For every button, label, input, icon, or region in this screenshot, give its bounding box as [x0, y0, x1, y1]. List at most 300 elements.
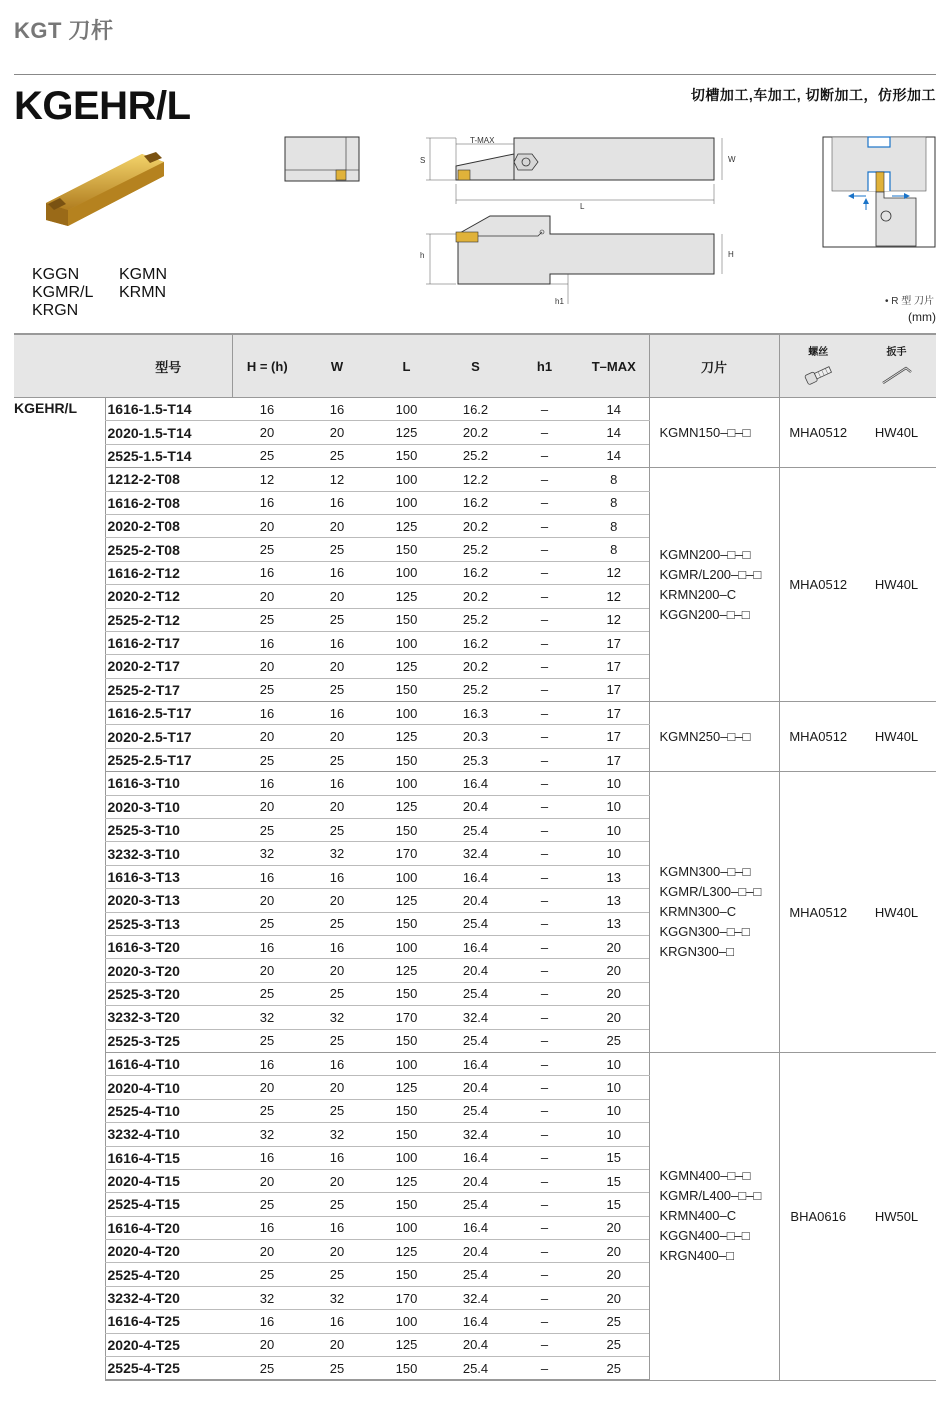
hex-wrench-icon: [880, 362, 914, 386]
insert-code: KGGN400–□–□: [659, 1228, 750, 1244]
application-subtitle: 切槽加工,车加工, 切断加工，仿形加工: [690, 87, 936, 103]
cell-h1: –: [510, 585, 579, 608]
cell-tmax: 25: [579, 1357, 649, 1381]
cell-S: 16.4: [441, 1310, 510, 1333]
cell-L: 125: [372, 421, 441, 444]
cell-model: 2020-2-T12: [105, 585, 232, 608]
insert-code: KGMN250–□–□: [659, 728, 751, 744]
cell-L: 150: [372, 912, 441, 935]
cell-h1: –: [510, 842, 579, 865]
cell-H: 16: [232, 561, 302, 584]
cell-h1: –: [510, 1357, 579, 1381]
screw-code: MHA0512: [779, 702, 857, 772]
cell-L: 100: [372, 702, 441, 725]
cell-L: 125: [372, 1333, 441, 1356]
wrench-code: HW40L: [857, 468, 936, 702]
cell-L: 150: [372, 1263, 441, 1286]
cell-S: 20.2: [441, 585, 510, 608]
cell-model: 1616-4-T15: [105, 1146, 232, 1169]
cell-W: 25: [302, 912, 372, 935]
cell-model: 2020-3-T10: [105, 795, 232, 818]
cell-model: 1616-1.5-T14: [105, 398, 232, 421]
cell-H: 20: [232, 1240, 302, 1263]
cell-S: 16.4: [441, 865, 510, 888]
dim-tmax-label: T-MAX: [470, 136, 495, 145]
cell-W: 20: [302, 725, 372, 748]
cell-H: 25: [232, 538, 302, 561]
side-view-drawing: [418, 212, 744, 312]
cell-W: 32: [302, 1006, 372, 1029]
cell-tmax: 17: [579, 631, 649, 654]
cell-tmax: 25: [579, 1310, 649, 1333]
unit-note: (mm): [908, 310, 936, 324]
cell-model: 2020-4-T20: [105, 1240, 232, 1263]
cell-W: 20: [302, 1076, 372, 1099]
cell-h1: –: [510, 1286, 579, 1309]
cell-H: 20: [232, 514, 302, 537]
cell-tmax: 15: [579, 1193, 649, 1216]
cell-h1: –: [510, 959, 579, 982]
insert-code: KRMN200–C: [659, 586, 737, 602]
cell-H: 16: [232, 631, 302, 654]
cell-W: 16: [302, 772, 372, 795]
cell-tmax: 8: [579, 468, 649, 491]
cell-model: 1616-3-T10: [105, 772, 232, 795]
cell-H: 16: [232, 398, 302, 421]
end-view-drawing: [284, 136, 362, 184]
cell-model: 1616-4-T20: [105, 1216, 232, 1239]
cell-tmax: 17: [579, 725, 649, 748]
cell-H: 20: [232, 1076, 302, 1099]
page-title: KGEHR/L: [14, 84, 191, 128]
cell-tmax: 8: [579, 514, 649, 537]
cell-model: 2525-2-T12: [105, 608, 232, 631]
cell-tmax: 20: [579, 1263, 649, 1286]
cell-L: 150: [372, 1029, 441, 1052]
cell-tmax: 20: [579, 1216, 649, 1239]
insert-list: [649, 468, 779, 702]
cell-H: 16: [232, 772, 302, 795]
cell-model: 1616-4-T10: [105, 1052, 232, 1075]
cell-S: 25.3: [441, 748, 510, 771]
dim-l-label: L: [580, 202, 585, 211]
cell-h1: –: [510, 935, 579, 958]
cell-W: 20: [302, 585, 372, 608]
cell-S: 25.4: [441, 1099, 510, 1122]
cell-model: 2020-1.5-T14: [105, 421, 232, 444]
cell-tmax: 10: [579, 842, 649, 865]
cell-model: 1616-3-T20: [105, 935, 232, 958]
cell-L: 100: [372, 1052, 441, 1075]
cell-H: 20: [232, 1333, 302, 1356]
cell-L: 150: [372, 444, 441, 467]
insert-list: [649, 702, 779, 772]
cell-L: 125: [372, 585, 441, 608]
insert-list: [649, 398, 779, 468]
cell-S: 16.2: [441, 631, 510, 654]
cell-H: 16: [232, 702, 302, 725]
col-insert: 刀片: [649, 334, 779, 398]
cell-W: 16: [302, 702, 372, 725]
dim-s-label: S: [420, 156, 426, 165]
cell-S: 25.4: [441, 1193, 510, 1216]
cell-model: 2525-3-T10: [105, 819, 232, 842]
cell-tmax: 17: [579, 702, 649, 725]
cell-model: 2525-4-T20: [105, 1263, 232, 1286]
cell-tmax: 15: [579, 1146, 649, 1169]
cell-H: 32: [232, 1123, 302, 1146]
cell-h1: –: [510, 1052, 579, 1075]
cell-tmax: 12: [579, 561, 649, 584]
cell-h1: –: [510, 725, 579, 748]
cell-L: 100: [372, 865, 441, 888]
cell-H: 20: [232, 959, 302, 982]
col-W: W: [302, 334, 372, 398]
cell-tmax: 14: [579, 398, 649, 421]
cell-model: 2525-2-T08: [105, 538, 232, 561]
cell-model: 2020-3-T13: [105, 889, 232, 912]
cell-S: 20.4: [441, 1240, 510, 1263]
col-L: L: [372, 334, 441, 398]
cell-model: 2020-3-T20: [105, 959, 232, 982]
cell-L: 100: [372, 491, 441, 514]
cell-tmax: 15: [579, 1169, 649, 1192]
wrench-code: HW50L: [857, 1052, 936, 1380]
cell-H: 16: [232, 1146, 302, 1169]
cell-W: 12: [302, 468, 372, 491]
cell-W: 16: [302, 491, 372, 514]
cell-L: 100: [372, 561, 441, 584]
cell-H: 20: [232, 421, 302, 444]
cell-H: 16: [232, 1216, 302, 1239]
cell-S: 16.4: [441, 1052, 510, 1075]
cell-tmax: 25: [579, 1333, 649, 1356]
cell-h1: –: [510, 1029, 579, 1052]
cell-tmax: 17: [579, 678, 649, 701]
cell-h1: –: [510, 491, 579, 514]
cell-H: 25: [232, 1193, 302, 1216]
cell-L: 125: [372, 889, 441, 912]
cell-model: 2525-4-T25: [105, 1357, 232, 1381]
cell-tmax: 20: [579, 982, 649, 1005]
cell-H: 20: [232, 725, 302, 748]
cell-model: 1616-3-T13: [105, 865, 232, 888]
cell-H: 20: [232, 655, 302, 678]
table-row: [14, 1052, 936, 1075]
cell-tmax: 20: [579, 959, 649, 982]
cell-model: 2525-3-T13: [105, 912, 232, 935]
grooving-detail-drawing: [822, 136, 936, 248]
cell-model: 2525-4-T15: [105, 1193, 232, 1216]
cell-model: 2525-3-T20: [105, 982, 232, 1005]
series-name: KGEHR/L: [14, 400, 77, 416]
cell-model: 1212-2-T08: [105, 468, 232, 491]
insert-code: KGMN400–□–□: [659, 1168, 751, 1184]
cell-H: 25: [232, 1099, 302, 1122]
cell-L: 170: [372, 1286, 441, 1309]
cell-S: 25.4: [441, 982, 510, 1005]
cell-h1: –: [510, 561, 579, 584]
cell-model: 2020-4-T25: [105, 1333, 232, 1356]
cell-L: 170: [372, 1006, 441, 1029]
cell-H: 32: [232, 842, 302, 865]
top-view-drawing: [418, 132, 744, 212]
cell-W: 20: [302, 655, 372, 678]
cell-L: 125: [372, 514, 441, 537]
cell-tmax: 17: [579, 748, 649, 771]
cell-L: 100: [372, 398, 441, 421]
cell-model: 2525-4-T10: [105, 1099, 232, 1122]
col-screw: 螺丝: [779, 334, 857, 398]
cell-W: 25: [302, 1263, 372, 1286]
cell-W: 25: [302, 444, 372, 467]
cell-model: 1616-2-T08: [105, 491, 232, 514]
cell-H: 20: [232, 889, 302, 912]
dim-h1-label: h1: [555, 297, 564, 306]
cell-S: 20.4: [441, 1076, 510, 1099]
cell-S: 16.2: [441, 491, 510, 514]
section-label: KGT 刀杆: [14, 18, 114, 43]
cell-S: 25.4: [441, 1357, 510, 1381]
cell-tmax: 20: [579, 1006, 649, 1029]
cell-W: 25: [302, 748, 372, 771]
cell-tmax: 14: [579, 421, 649, 444]
cell-tmax: 20: [579, 935, 649, 958]
cell-H: 16: [232, 865, 302, 888]
insert-photo-icon: [40, 148, 170, 244]
cell-tmax: 10: [579, 795, 649, 818]
cell-tmax: 10: [579, 772, 649, 795]
cell-L: 100: [372, 1216, 441, 1239]
cell-S: 25.4: [441, 912, 510, 935]
insert-code: KGMR/L200–□–□: [659, 566, 762, 582]
insert-code: KGGN200–□–□: [659, 606, 750, 622]
cell-h1: –: [510, 795, 579, 818]
cell-S: 16.2: [441, 561, 510, 584]
cell-h1: –: [510, 538, 579, 561]
cell-h1: –: [510, 421, 579, 444]
cell-H: 25: [232, 1029, 302, 1052]
cell-S: 32.4: [441, 842, 510, 865]
insert-list: [649, 1052, 779, 1380]
cell-h1: –: [510, 608, 579, 631]
cell-W: 25: [302, 982, 372, 1005]
cell-h1: –: [510, 1193, 579, 1216]
dim-H-label: H: [728, 250, 734, 259]
cell-h1: –: [510, 468, 579, 491]
cell-H: 16: [232, 1052, 302, 1075]
cell-L: 150: [372, 1099, 441, 1122]
cell-model: 1616-2.5-T17: [105, 702, 232, 725]
cell-W: 20: [302, 1169, 372, 1192]
compatible-insert-codes: KGGN KGMN KGMR/L KRMN KRGN: [32, 266, 167, 319]
cell-h1: –: [510, 865, 579, 888]
cell-L: 150: [372, 538, 441, 561]
cell-W: 16: [302, 631, 372, 654]
cell-S: 20.4: [441, 1333, 510, 1356]
cell-H: 12: [232, 468, 302, 491]
table-row: [14, 702, 936, 725]
cell-L: 100: [372, 1310, 441, 1333]
screw-code: MHA0512: [779, 468, 857, 702]
cell-H: 25: [232, 608, 302, 631]
cell-L: 125: [372, 795, 441, 818]
cell-tmax: 25: [579, 1029, 649, 1052]
cell-H: 25: [232, 678, 302, 701]
cell-model: 2020-4-T10: [105, 1076, 232, 1099]
cell-h1: –: [510, 655, 579, 678]
cell-tmax: 10: [579, 1052, 649, 1075]
cell-W: 20: [302, 1240, 372, 1263]
cell-tmax: 13: [579, 865, 649, 888]
cell-model: 2525-3-T25: [105, 1029, 232, 1052]
cell-W: 25: [302, 819, 372, 842]
cell-model: 2525-1.5-T14: [105, 444, 232, 467]
cell-h1: –: [510, 912, 579, 935]
cell-h1: –: [510, 1006, 579, 1029]
cell-h1: –: [510, 748, 579, 771]
col-wrench: 扳手: [857, 334, 936, 398]
cell-h1: –: [510, 1099, 579, 1122]
cell-model: 2020-4-T15: [105, 1169, 232, 1192]
cell-W: 16: [302, 1052, 372, 1075]
cell-h1: –: [510, 1310, 579, 1333]
cell-tmax: 14: [579, 444, 649, 467]
cell-h1: –: [510, 1240, 579, 1263]
cell-H: 25: [232, 982, 302, 1005]
cell-S: 32.4: [441, 1286, 510, 1309]
table-header-row: [14, 334, 936, 398]
cell-model: 1616-2-T17: [105, 631, 232, 654]
insert-code: KGGN300–□–□: [659, 924, 750, 940]
wrench-code: HW40L: [857, 398, 936, 468]
cell-model: 1616-4-T25: [105, 1310, 232, 1333]
cell-h1: –: [510, 702, 579, 725]
cell-tmax: 12: [579, 585, 649, 608]
spec-table: [14, 333, 936, 1381]
cell-W: 32: [302, 842, 372, 865]
col-H: H = (h): [232, 334, 302, 398]
cell-h1: –: [510, 631, 579, 654]
col-h1: h1: [510, 334, 579, 398]
cell-model: 3232-4-T20: [105, 1286, 232, 1309]
cell-S: 25.4: [441, 1029, 510, 1052]
insert-code: KGMN200–□–□: [659, 546, 751, 562]
cell-L: 125: [372, 655, 441, 678]
cell-W: 20: [302, 959, 372, 982]
cell-W: 16: [302, 865, 372, 888]
screw-code: MHA0512: [779, 772, 857, 1053]
insert-code: KRMN400–C: [659, 1208, 737, 1224]
cell-L: 125: [372, 1169, 441, 1192]
cell-W: 16: [302, 398, 372, 421]
cell-L: 125: [372, 1240, 441, 1263]
cell-H: 20: [232, 1169, 302, 1192]
cell-L: 125: [372, 959, 441, 982]
cell-h1: –: [510, 678, 579, 701]
cell-S: 20.4: [441, 1169, 510, 1192]
cell-model: 3232-3-T10: [105, 842, 232, 865]
cell-W: 16: [302, 1216, 372, 1239]
cell-S: 16.4: [441, 1216, 510, 1239]
cell-h1: –: [510, 1263, 579, 1286]
cell-S: 16.4: [441, 1146, 510, 1169]
insert-code: KGMN300–□–□: [659, 864, 751, 880]
cell-model: 3232-4-T10: [105, 1123, 232, 1146]
cell-tmax: 13: [579, 889, 649, 912]
insert-list: [649, 772, 779, 1053]
cell-W: 20: [302, 795, 372, 818]
cell-W: 25: [302, 538, 372, 561]
dim-h-label: h: [420, 251, 425, 260]
cell-h1: –: [510, 1146, 579, 1169]
cell-H: 25: [232, 912, 302, 935]
cell-H: 32: [232, 1286, 302, 1309]
cell-W: 25: [302, 678, 372, 701]
cell-L: 150: [372, 748, 441, 771]
cell-tmax: 8: [579, 538, 649, 561]
cell-H: 32: [232, 1006, 302, 1029]
cell-L: 150: [372, 982, 441, 1005]
cell-W: 16: [302, 1146, 372, 1169]
cell-S: 25.2: [441, 538, 510, 561]
wrench-code: HW40L: [857, 702, 936, 772]
cell-S: 25.2: [441, 444, 510, 467]
cell-H: 25: [232, 1357, 302, 1381]
cell-W: 32: [302, 1123, 372, 1146]
cell-h1: –: [510, 398, 579, 421]
cell-h1: –: [510, 1169, 579, 1192]
cell-h1: –: [510, 1123, 579, 1146]
table-row: [14, 772, 936, 795]
cell-S: 25.2: [441, 678, 510, 701]
cell-tmax: 13: [579, 912, 649, 935]
insert-code: KRGN400–□: [659, 1248, 734, 1264]
cell-tmax: 10: [579, 819, 649, 842]
cell-tmax: 17: [579, 655, 649, 678]
cell-H: 25: [232, 819, 302, 842]
cell-h1: –: [510, 1216, 579, 1239]
screw-icon: [801, 362, 835, 386]
insert-code: KGMN150–□–□: [659, 424, 751, 440]
cell-h1: –: [510, 819, 579, 842]
cell-S: 16.3: [441, 702, 510, 725]
cell-S: 16.4: [441, 935, 510, 958]
cell-L: 150: [372, 1357, 441, 1381]
cell-W: 20: [302, 889, 372, 912]
cell-S: 20.4: [441, 889, 510, 912]
cell-L: 100: [372, 1146, 441, 1169]
cell-S: 25.2: [441, 608, 510, 631]
cell-model: 2525-2-T17: [105, 678, 232, 701]
col-S: S: [441, 334, 510, 398]
cell-h1: –: [510, 444, 579, 467]
cell-S: 16.4: [441, 772, 510, 795]
cell-S: 12.2: [441, 468, 510, 491]
cell-h1: –: [510, 514, 579, 537]
cell-H: 16: [232, 1310, 302, 1333]
cell-S: 20.2: [441, 514, 510, 537]
cell-W: 25: [302, 1099, 372, 1122]
cell-S: 20.2: [441, 655, 510, 678]
cell-L: 100: [372, 772, 441, 795]
top-divider: [14, 74, 936, 75]
screw-code: MHA0512: [779, 398, 857, 468]
cell-tmax: 10: [579, 1099, 649, 1122]
cell-h1: –: [510, 772, 579, 795]
table-row: [14, 468, 936, 491]
cell-W: 16: [302, 1310, 372, 1333]
